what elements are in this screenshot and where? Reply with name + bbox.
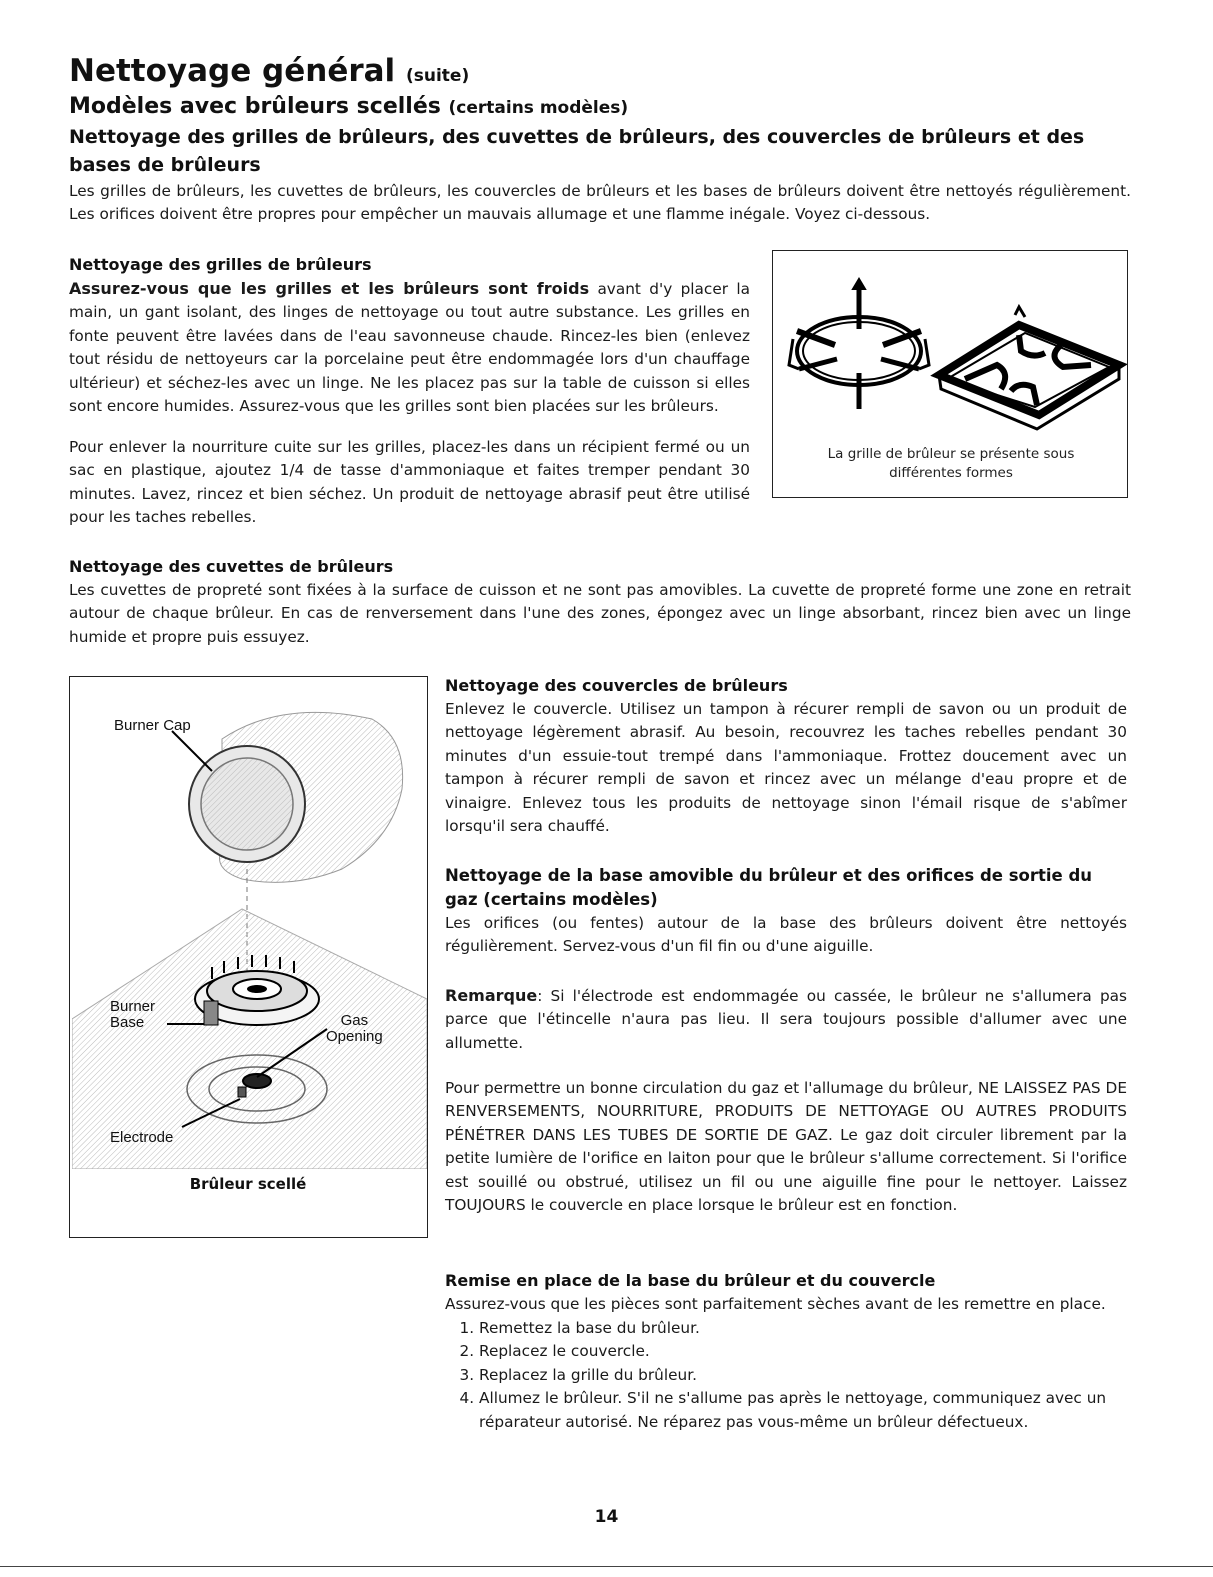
base-paragraph: Les orifices (ou fentes) autour de la base des brûleurs doivent être nettoyés régulièrement. Servez-vous d'un fil fin ou d'une aiguille. bbox=[445, 914, 1127, 956]
intro-paragraph: Les grilles de brûleurs, les cuvettes de brûleurs, les couvercles de brûleurs et les bases de brûleurs doivent être nettoyés régulièrement. Les orifices doivent être propres pour empêcher un mauvais allumage et une flamme inégale. Voyez ci-dessous. bbox=[69, 182, 1131, 224]
sealed-burner-illustration bbox=[72, 679, 427, 1169]
grates-warning: Assurez-vous que les grilles et les brûleurs sont froids bbox=[69, 279, 590, 298]
page-title bbox=[69, 52, 469, 95]
base-heading: Nettoyage de la base amovible du brûleur et des orifices de sortie du gaz (certains modèles) bbox=[445, 866, 1093, 909]
gas-opening-label-2: Opening bbox=[326, 1028, 383, 1045]
page-number: 14 bbox=[594, 1507, 619, 1527]
gas-opening-label bbox=[326, 1013, 383, 1045]
grates-paragraph-1 bbox=[69, 277, 750, 418]
replace-steps-list bbox=[445, 1317, 1127, 1434]
replace-heading: Remise en place de la base du brûleur et du couvercle bbox=[445, 1271, 936, 1290]
list-item: 4. Allumez le brûleur. S'il ne s'allume pas après le nettoyage, communiquez avec un réparateur autorisé. Ne réparez pas vous-même un brûleur défectueux. bbox=[479, 1387, 1127, 1434]
page-subtitle-suffix: (certains modèles) bbox=[448, 98, 629, 118]
caps-heading: Nettoyage des couvercles de brûleurs bbox=[445, 676, 788, 695]
bottom-divider bbox=[0, 1566, 1213, 1567]
burner-base-label bbox=[110, 999, 155, 1031]
replace-intro: Assurez-vous que les pièces sont parfaitement sèches avant de les remettre en place. bbox=[445, 1295, 1106, 1313]
sealed-burner-caption: Brûleur scellé bbox=[189, 1175, 307, 1193]
grates-paragraph-2: Pour enlever la nourriture cuite sur les grilles, placez-les dans un récipient fermé ou un sac en plastique, ajoutez 1/4 de tasse d'ammoniaque et faites tremper pendant 30 minutes. Lavez, rincez et bien séchez. Un produit de nettoyage abrasif peut être utilisé pour les taches rebelles. bbox=[69, 438, 750, 527]
list-item: 1. Remettez la base du brûleur. bbox=[479, 1317, 1127, 1340]
grates-heading: Nettoyage des grilles de brûleurs bbox=[69, 255, 372, 274]
section-title: Nettoyage des grilles de brûleurs, des cuvettes de brûleurs, des couvercles de brûleurs et des bases de brûleurs bbox=[69, 126, 1085, 176]
note-text: : Si l'électrode est endommagée ou cassée, le brûleur ne s'allumera pas parce que l'étincelle n'aura pas lieu. Il sera toujours possible d'allumer avec une allumette. bbox=[445, 987, 1127, 1052]
page-subtitle-text: Modèles avec brûleurs scellés bbox=[69, 94, 441, 119]
burner-base-label-1: Burner bbox=[110, 998, 156, 1015]
gas-flow-paragraph: Pour permettre un bonne circulation du gaz et l'allumage du brûleur, NE LAISSEZ PAS DE RENVERSEMENTS, NOURRITURE, PRODUITS DE NETTOYAGE OU AUTRES PRODUITS PÉNÉTRER DANS LES TUBES DE SORTIE DE GAZ. Le gaz doit circuler librement par la petite lumière de l'orifice en laiton pour que le brûleur s'allume correctement. Si l'orifice est souillé ou obstrué, utilisez un fil ou une aiguille fine pour le nettoyer. Laissez TOUJOURS le couvercle en place lorsque le brûleur est en fonction. bbox=[445, 1079, 1127, 1215]
note-paragraph bbox=[445, 984, 1127, 1055]
grates-paragraph-1-text: avant d'y placer la main, un gant isolant, des linges de nettoyage ou tout autre substance. Les grilles en fonte peuvent être lavées dans de l'eau savonneuse chaude. Rincez-les bien (enlevez tout résidu de nettoyeurs car la porcelaine peut être endommagée lors d'un chauffage ultérieur) et séchez-les avec un linge. Ne les placez pas sur la table de cuisson si elles sont encore humides. Assurez-vous que les grilles sont bien placées sur les brûleurs. bbox=[69, 280, 750, 416]
grates-figure-caption: La grille de brûleur se présente sous différentes formes bbox=[827, 446, 1075, 481]
bowls-paragraph: Les cuvettes de propreté sont fixées à la surface de cuisson et ne sont pas amovibles. La cuvette de propreté forme une zone en retrait autour de chaque brûleur. En cas de renversement dans l'une des zones, épongez avec un linge absorbant, rincez bien avec un linge humide et propre puis essuyez. bbox=[69, 581, 1131, 646]
page-title-text: Nettoyage général bbox=[69, 53, 396, 89]
page-title-suffix: (suite) bbox=[405, 66, 470, 86]
list-item: 2. Replacez le couvercle. bbox=[479, 1340, 1127, 1363]
grate-illustration bbox=[775, 269, 1127, 459]
gas-opening-label-1: Gas bbox=[340, 1012, 369, 1029]
caps-paragraph: Enlevez le couvercle. Utilisez un tampon à récurer rempli de savon ou un produit de nettoyage légèrement abrasif. Au besoin, recouvrez les taches rebelles pendant 30 minutes d'un essuie-tout trempé dans l'ammoniaque. Frottez doucement avec un tampon à récurer rempli de savon et rincez avec un mélange d'eau propre et de vinaigre. Enlevez tous les produits de nettoyage sinon l'émail risque de s'abîmer lorsqu'il sera chauffé. bbox=[445, 700, 1127, 836]
page-subtitle bbox=[69, 92, 628, 123]
electrode-label: Electrode bbox=[110, 1129, 174, 1146]
replace-steps bbox=[445, 1317, 1127, 1434]
list-item: 3. Replacez la grille du brûleur. bbox=[479, 1364, 1127, 1387]
sealed-burner-figure bbox=[69, 676, 428, 1238]
burner-base-label-2: Base bbox=[110, 1014, 145, 1031]
bowls-heading: Nettoyage des cuvettes de brûleurs bbox=[69, 557, 394, 576]
grates-figure bbox=[772, 250, 1128, 498]
note-label: Remarque bbox=[445, 986, 538, 1005]
burner-cap-label: Burner Cap bbox=[114, 717, 191, 734]
